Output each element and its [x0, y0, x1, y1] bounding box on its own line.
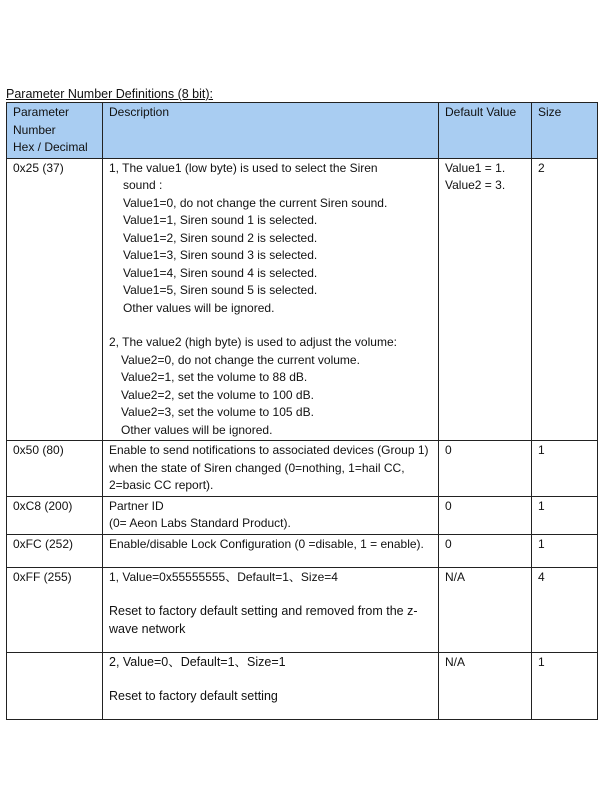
description-cell	[103, 652, 439, 719]
param-number-cell: 0x50 (80)	[7, 441, 103, 497]
param-number-cell: 0xC8 (200)	[7, 496, 103, 534]
default-value-cell: 0	[439, 534, 532, 567]
spacer	[109, 671, 432, 688]
table-row	[7, 534, 598, 567]
description-line: Value2=0, do not change the current volume.	[121, 352, 360, 367]
header-number-line: Parameter	[13, 105, 70, 119]
param-number-cell: 0x25 (37)	[7, 158, 103, 441]
description-line: 2, Value=0、Default=1、Size=1	[109, 654, 286, 669]
table-header-row	[7, 103, 598, 159]
size-cell: 2	[532, 158, 598, 441]
description-line: 2=basic CC report).	[109, 478, 214, 492]
size-cell: 1	[532, 496, 598, 534]
description-line: Enable to send notifications to associated devices (Group 1)	[109, 443, 429, 457]
description-line: Reset to factory default setting	[109, 689, 278, 703]
header-number-line: Hex / Decimal	[13, 140, 88, 154]
description-line: Value1=4, Siren sound 4 is selected.	[123, 265, 318, 280]
description-line: Value1=3, Siren sound 3 is selected.	[123, 248, 318, 262]
description-line: 1, Value=0x55555555、Default=1、Size=4	[109, 569, 338, 584]
default-value-line: Value2 = 3.	[445, 178, 506, 192]
size-cell: 1	[532, 534, 598, 567]
description-cell	[103, 441, 439, 497]
description-line: Other values will be ignored.	[123, 300, 275, 315]
spacer	[109, 317, 432, 334]
description-cell	[103, 496, 439, 534]
default-value-cell	[439, 158, 532, 441]
description-line: Enable/disable Lock Configuration (0 =disable, 1 = enable).	[109, 536, 424, 551]
description-cell	[103, 567, 439, 652]
description-line: Value2=1, set the volume to 88 dB.	[121, 370, 308, 384]
default-value-cell: N/A	[439, 652, 532, 719]
description-line: sound :	[123, 178, 163, 192]
table-row	[7, 652, 598, 719]
description-line: (0= Aeon Labs Standard Product).	[109, 516, 291, 530]
description-line: 2, The value2 (high byte) is used to adjust the volume:	[109, 335, 397, 349]
description-cell	[103, 158, 439, 441]
size-cell: 1	[532, 652, 598, 719]
description-line: Other values will be ignored.	[121, 422, 273, 437]
description-line: Value1=1, Siren sound 1 is selected.	[123, 213, 318, 227]
param-number-cell: 0xFC (252)	[7, 534, 103, 567]
param-number-cell	[7, 652, 103, 719]
description-line: Value1=0, do not change the current Siren sound.	[123, 195, 388, 210]
header-parameter-number	[7, 103, 103, 159]
default-value-cell: 0	[439, 496, 532, 534]
parameter-table	[6, 102, 598, 720]
description-line: 1, The value1 (low byte) is used to select the Siren	[109, 160, 378, 175]
description-cell	[103, 534, 439, 567]
description-line: wave network	[109, 621, 186, 636]
table-row	[7, 567, 598, 652]
section-heading: Parameter Number Definitions (8 bit):	[6, 87, 214, 101]
param-number-cell: 0xFF (255)	[7, 567, 103, 652]
table-row	[7, 496, 598, 534]
description-line: Value1=5, Siren sound 5 is selected.	[123, 283, 318, 297]
default-value-cell: 0	[439, 441, 532, 497]
size-cell: 1	[532, 441, 598, 497]
header-default-value: Default Value	[439, 103, 532, 159]
header-number-line: Number	[13, 122, 56, 137]
description-line: Value1=2, Siren sound 2 is selected.	[123, 230, 318, 245]
table-row	[7, 441, 598, 497]
spacer	[109, 586, 432, 603]
header-size: Size	[532, 103, 598, 159]
description-line: Value2=2, set the volume to 100 dB.	[121, 387, 314, 402]
description-line: Partner ID	[109, 498, 164, 513]
description-line: when the state of Siren changed (0=nothing, 1=hail CC,	[109, 460, 405, 475]
default-value-cell: N/A	[439, 567, 532, 652]
description-line: Value2=3, set the volume to 105 dB.	[121, 405, 314, 419]
description-line: Reset to factory default setting and removed from the z-	[109, 604, 418, 618]
size-cell: 4	[532, 567, 598, 652]
default-value-line: Value1 = 1.	[445, 160, 506, 175]
table-row	[7, 158, 598, 441]
header-description: Description	[103, 103, 439, 159]
